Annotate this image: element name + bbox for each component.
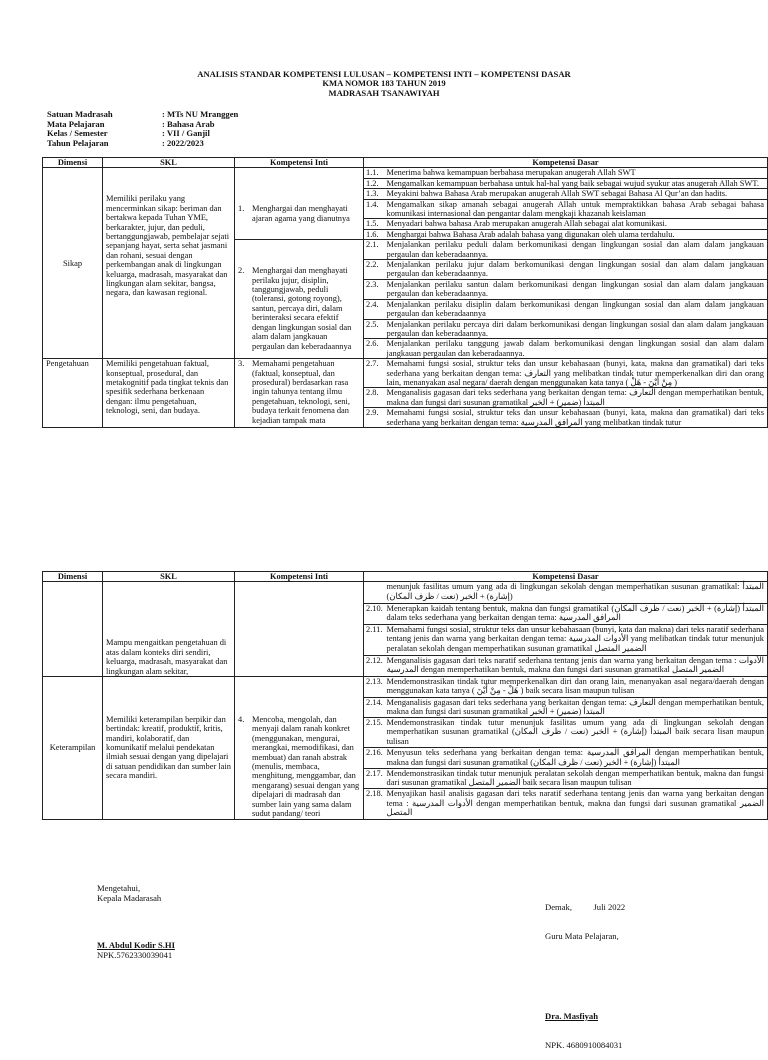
col-dimensi: Dimensi [43,572,103,582]
kd-text: Mendemonstrasikan tindak tutur menunjuk fasilitas umum yang ada di lingkungan sekolah dengan memperhatikan susunan gramatikal المبتدأ (إشارة) + الخبر (نعت / ظرف المكان) baik secara lisan maupun tulisan [384,718,768,748]
col-dimensi: Dimensi [43,158,103,168]
table-header-row [43,572,768,582]
kd-number: 2.15. [364,718,384,748]
kd-text: Menjalankan perilaku disiplin dalam berkomunikasi dengan lingkungan sosial dan alam dalam jangkauan pergaulan dan keberadaannya [384,299,768,319]
kd-text: Menjalankan perilaku santun dalam berkomunikasi dengan lingkungan sosial dan alam dalam jangkauan pergaulan dan keberadaannya. [384,279,768,299]
table-row [43,582,768,603]
col-ki: Kompetensi Inti [235,572,364,582]
kd-text: menunjuk fasilitas umum yang ada di lingkungan sekolah dengan memperhatikan susunan gramatikal: المبتدأ (إشارة) + الخبر (نعت / ظرف المكان) [384,582,768,603]
sig-right-line1: Demak, Juli 2022 [545,902,626,913]
sig-left-line1: Mengetahui, [97,883,141,893]
kd-text: Menghargai bahwa Bahasa Arab adalah bahasa yang digunakan oleh ulama terdahulu. [384,229,768,239]
kd-text: Menganalisis gagasan dari teks naratif sederhana tentang jenis dan warna yang berkaitan dengan tema : الأدوات المدرسية dengan memperhatikan bentuk, makna dan fungsi dari susunan gramatikal الضمير المتصل [384,655,768,676]
info-value: : MTs NU Mranggen [162,109,239,119]
ki-text: Menghargai dan menghayati ajaran agama yang dianutnya [252,204,350,223]
ki-item [238,204,360,223]
ki-number: 1. [238,204,245,214]
col-ki: Kompetensi Inti [235,158,364,168]
skl-text: Memiliki perilaku yang mencerminkan sikap: beriman dan bertakwa kepada Tuhan YME, berkarakter, jujur, dan peduli, bertanggungjawab, pembelajar sejati sepanjang hayat, serta sehat jasmani dan rohani, sesuai dengan perkembangan anak di lingkungan keluarga, madrasah, masyarakat dan lingkungan alam sekitar, bangsa, negara, dan kawasan regional. [106,194,230,298]
table-row [43,168,768,178]
dimensi-cell: Keterampilan [43,677,103,819]
kd-text: Mendemonstrasikan tindak tutur menunjuk peralatan sekolah dengan memperhatikan bentuk, makna dan fungsi dari susunan gramatikal الضمير المتصل baik secara lisan maupun tulisan [384,768,768,789]
kd-number [364,582,384,603]
kd-number: 2.8. [364,388,384,408]
kd-number: 2.3. [364,279,384,299]
kd-text: Menganalisis gagasan dari teks sederhana yang berkaitan dengan tema: التعارف dengan memperhatikan bentuk, makna dan fungsi dari susunan gramatikal المبتدأ (ضمير) + الخبر [384,388,768,408]
kd-number: 2.18. [364,789,384,819]
ki-cell [235,677,364,819]
ki-text: Menghargai dan menghayati perilaku jujur, disiplin, tanggungjawab, peduli (toleransi, gotong royong), santun, percaya diri, dalam berinteraksi secara efektif dengan lingkungan sosial dan alam dalam jangkauan pergaulan dan keberadaannya [252,266,352,351]
kd-text: Menyadari bahwa bahasa Arab merupakan anugerah Allah sebagai alat komunikasi. [384,219,768,229]
kd-number: 1.4. [364,199,384,219]
sig-right-line2: Guru Mata Pelajaran, [545,930,619,941]
info-label: Mata Pelajaran [47,118,105,129]
ki-item [238,715,360,818]
ki-item [238,359,360,425]
ki-cell [235,359,364,428]
kd-number: 2.14. [364,697,384,718]
title-line-3: MADRASAH TSANAWIYAH [328,87,440,98]
kd-text: Menyusun teks sederhana yang berkaitan dengan tema: المرافق المدرسية dengan memperhatikan bentuk, makna dan fungsi dari susunan gramatikal المبتدأ (إشارة) + الخبر (نعت / ظرف المكان) [384,748,768,769]
kd-text: Menjalankan perilaku jujur dalam berkomunikasi dengan lingkungan sosial dan alam dalam jangkauan pergaulan dan keberadaannya. [384,260,768,280]
kd-text: Menerima bahwa kemampuan berbahasa merupakan anugerah Allah SWT [384,168,768,178]
kd-number: 2.17. [364,768,384,789]
competency-table-1 [42,157,768,428]
identity-block [47,110,238,148]
signature-right [545,884,625,1060]
kd-text: Memahami fungsi sosial, struktur teks dan unsur kebahasaan (bunyi, kata dan makna) dari teks naratif sederhana tentang jenis dan warna yang berkaitan dengan tema: الأدوات المدرسية yang melibatkan tindak tutur menunjuk peralatan sekolah dengan memperhatikan susunan gramatikal الضمير المتصل [384,624,768,655]
kd-text: Menjalankan perilaku peduli dalam berkomunikasi dengan lingkungan sosial dan alam dalam jangkauan pergaulan dan keberadaannya. [384,240,768,260]
kd-number: 2.5. [364,319,384,339]
kd-text: Menjalankan perilaku percaya diri dalam berkomunikasi dengan lingkungan sosial dan alam dalam jangkauan pergaulan dan keberadaannya. [384,319,768,339]
kd-number: 2.1. [364,240,384,260]
skl-cell [103,582,235,677]
skl-cell: Memiliki keterampilan berpikir dan bertindak: kreatif, produktif, kritis, mandiri, kolaboratif, dan komunikatif melalui pendekatan ilmiah sesuai dengan yang dipelajari di satuan pendidikan dan sumber lain secara mandiri. [103,677,235,819]
kd-number: 1.5. [364,219,384,229]
skl-text: Mampu mengaitkan pengetahuan di atas dalam konteks diri sendiri, keluarga, madrasah, masyarakat dan lingkungan alam sekitar, [106,638,228,676]
kd-number: 2.6. [364,339,384,359]
kd-number: 1.1. [364,168,384,178]
kd-number: 2.4. [364,299,384,319]
kd-text: Mengamalkan sikap amanah sebagai anugerah Allah untuk mempraktikkan bahasa Arab sebagai bahasa komunikasi internasional dan pengantar dalam mengkaji khazanah keislaman [384,199,768,219]
kd-number: 2.9. [364,408,384,428]
ki-item [238,266,360,351]
kd-number: 2.2. [364,260,384,280]
kd-number: 1.2. [364,178,384,188]
kd-number: 2.7. [364,359,384,388]
kd-number: 2.11. [364,624,384,655]
kd-number: 2.16. [364,748,384,769]
kd-number: 1.6. [364,229,384,239]
teacher-nip: NPK. 4680910084031 [545,1039,623,1050]
sig-left-line2: Kepala Madarasah [97,892,162,903]
kd-text: Menyajikan hasil analisis gagasan dari teks naratif sederhana tentang jenis dan warna yang berkaitan dengan tema : الأدوات المدرسية dengan memperhatikan bentuk, makna dan fungsi dari susunan gramatikal الضمير المتصل [384,789,768,819]
title-line-2: KMA NOMOR 183 TAHUN 2019 [322,78,446,89]
info-value: : VII / Ganjil [162,128,210,139]
table-row [43,359,768,388]
col-kd: Kompetensi Dasar [364,572,768,582]
headmaster-name: M. Abdul Kodir S.HI [97,940,175,951]
kd-text: Menganalisis gagasan dari teks sederhana yang berkaitan dengan tema: التعارف dengan memperhatikan bentuk, makna dan fungsi dari susunan gramatikal المبتدأ (ضمير) + الخبر [384,697,768,718]
ki-number: 3. [238,359,245,369]
skl-cell [103,168,235,359]
kd-text: Menerapkan kaidah tentang bentuk, makna dan fungsi gramatikal المبتدأ (إشارة) + الخبر (نعت / ظرف المكان) dalam teks sederhana yang berkaitan dengan tema: المرافق المدرسية [384,603,768,624]
skl-cell: Memiliki pengetahuan faktual, konseptual, prosedural, dan metakognitif pada tingkat teknis dan spesifik sederhana berkenaan dengan: ilmu pengetahuan, teknologi, seni, dan budaya. [103,359,235,428]
col-kd: Kompetensi Dasar [364,158,768,168]
kd-text: Meyakini bahwa Bahasa Arab merupakan anugerah Allah SWT sebagai Bahasa Al Qur’an dan hadits. [384,189,768,199]
info-value: : Bahasa Arab [162,118,215,129]
table-row [43,677,768,698]
document-title [0,70,768,98]
kd-number: 2.10. [364,603,384,624]
kd-number: 2.13. [364,677,384,698]
kd-text: Memahami fungsi sosial, struktur teks dan unsur kebahasaan (bunyi, kata, makna dan gramatikal) dari teks sederhana yang berkaitan dengan tema: التعارف yang melibatkan tindak tutur memperkenalkan diri dan orang lain, menanyakan asal negara/ daerah dengan menggunakan kata tanya ( مِنْ أَيْنَ - هَلْ ) [384,359,768,388]
ki-number: 2. [238,266,245,276]
title-line-1: ANALISIS STANDAR KOMPETENSI LULUSAN – KOMPETENSI INTI – KOMPETENSI DASAR [197,69,571,79]
kd-text: Mendemonstrasikan tindak tutur memperkenalkan diri dan orang lain, menanyakan asal negara/daerah dengan menggunakan kata tanya ( هَلْ - مِنْ أَيْنَ ) baik secara lisan maupun tulisan [384,677,768,698]
info-value: : 2022/2023 [162,137,204,148]
kd-number: 1.3. [364,189,384,199]
ki-number: 4. [238,715,245,725]
ki-cell [235,168,364,240]
dimensi-cell [43,582,103,677]
headmaster-nip: NPK.5762330039041 [97,949,173,960]
ki-text: Mencoba, mengolah, dan menyaji dalam ranah konkret (menggunakan, mengurai, merangkai, memodifikasi, dan membuat) dan ranah abstrak (menulis, membaca, menghitung, menggambar, dan mengarang) sesuai dengan yang dipelajari di madrasah dan sumber lain yang sama dalam sudut pandang/ teori [252,715,360,819]
col-skl: SKL [103,572,235,582]
ki-cell [235,582,364,677]
table-header-row [43,158,768,168]
info-label: Kelas / Semester [47,128,108,139]
ki-cell [235,240,364,359]
kd-text: Menjalankan perilaku tanggung jawab dalam berkomunikasi dengan lingkungan sosial dan alam dalam jangkauan pergaulan dan keberadaannya. [384,339,768,359]
signature-left [97,884,175,960]
ki-text: Memahami pengetahuan (faktual, konseptual, dan prosedural) berdasarkan rasa ingin tahunya tentang ilmu pengetahuan, teknologi, seni, budaya terkait fenomena dan kejadian tampak mata [252,359,350,425]
teacher-name: Dra. Masfiyah [545,1010,598,1021]
col-skl: SKL [103,158,235,168]
info-label: Tahun Pelajaran [47,137,109,148]
dimensi-cell: Sikap [43,168,103,359]
info-label: Satuan Madrasah [47,109,113,119]
dimensi-cell: Pengetahuan [43,359,103,428]
info-row [47,139,238,149]
kd-text: Memahami fungsi sosial, struktur teks dan unsur kebahasaan (bunyi, kata, makna dan gramatikal) dari teks sederhana yang berkaitan dengan tema: المرافق المدرسية yang melibatkan tindak tutur [384,408,768,428]
kd-text: Mengamalkan kemampuan berbahasa untuk hal-hal yang baik sebagai wujud syukur atas anugerah Allah SWT. [384,178,768,188]
kd-number: 2.12. [364,655,384,676]
competency-table-2 [42,571,768,820]
